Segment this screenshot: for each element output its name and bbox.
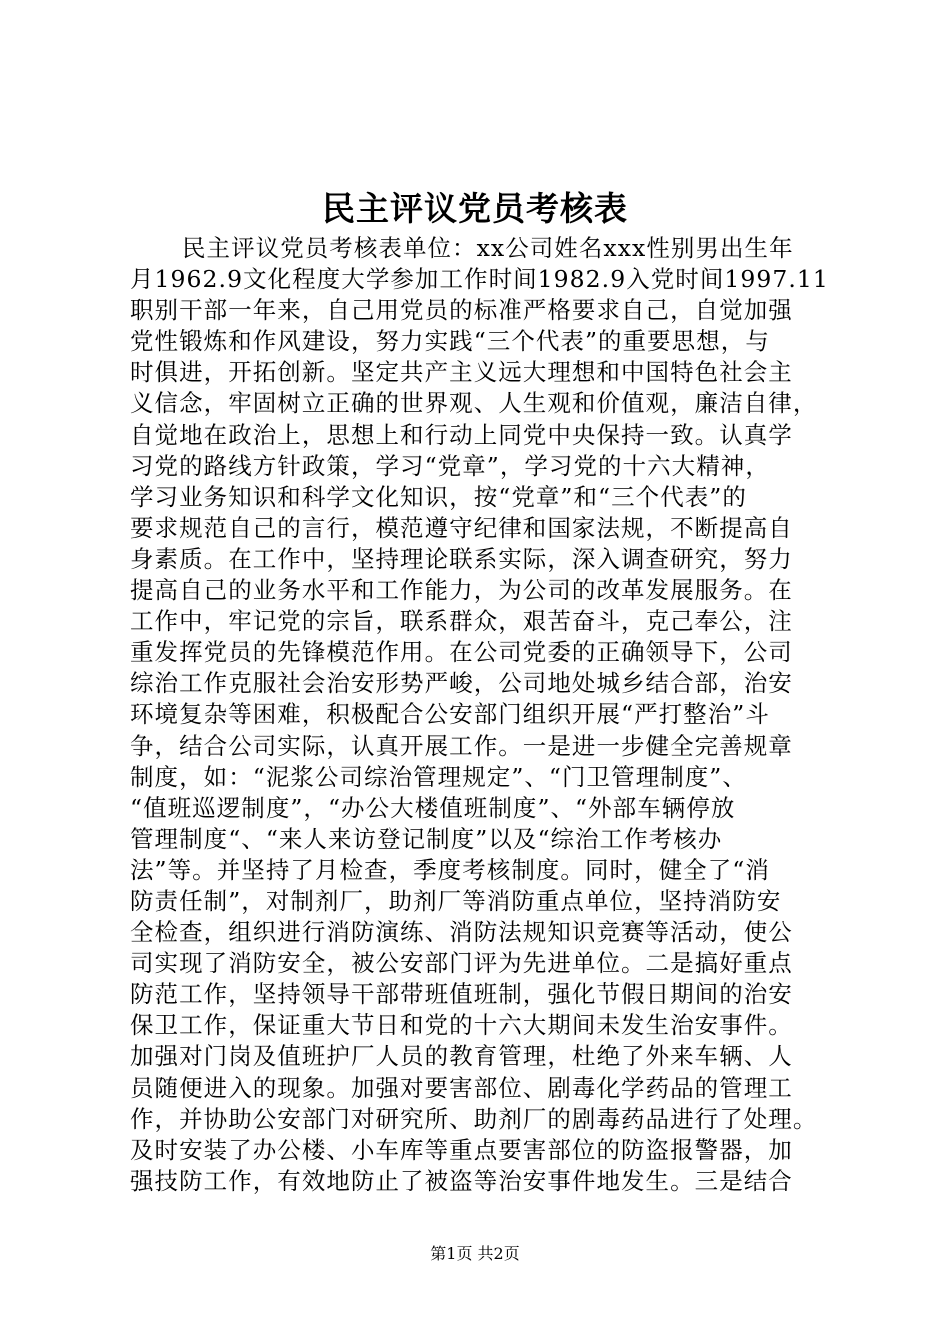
text-line: 时俱进，开拓创新。坚定共产主义远大理想和中国特色社会主: [130, 358, 793, 387]
text-line: 习党的路线方针政策，学习“党章”，学习党的十六大精神，: [130, 451, 770, 480]
text-line: 制度，如：“泥浆公司综治管理规定”、“门卫管理制度”、: [130, 762, 747, 791]
text-line: 自觉地在政治上，思想上和行动上同党中央保持一致。认真学: [130, 420, 793, 449]
text-line: 及时安装了办公楼、小车库等重点要害部位的防盗报警器，加: [130, 1135, 793, 1164]
text-line: 要求规范自己的言行，模范遵守纪律和国家法规，不断提高自: [130, 513, 793, 542]
text-line: 重发挥党员的先锋模范作用。在公司党委的正确领导下，公司: [130, 638, 793, 667]
text-line: 综治工作克服社会治安形势严峻，公司地处城乡结合部，治安: [130, 669, 793, 698]
text-line: 作，并协助公安部门对研究所、助剂厂的剧毒药品进行了处理。: [130, 1104, 818, 1133]
text-line: 员随便进入的现象。加强对要害部位、剧毒化学药品的管理工: [130, 1073, 793, 1102]
text-line: 法”等。并坚持了月检查，季度考核制度。同时，健全了“消: [130, 855, 770, 884]
text-line: 争，结合公司实际，认真开展工作。一是进一步健全完善规章: [130, 731, 793, 760]
text-line: 月1962.9文化程度大学参加工作时间1982.9入党时间1997.11: [130, 265, 829, 294]
document-title: 民主评议党员考核表: [322, 189, 628, 228]
text-line: 义信念，牢固树立正确的世界观、人生观和价值观，廉洁自律，: [130, 389, 818, 418]
page-footer: 第1页 共2页: [430, 1244, 520, 1263]
body-paragraph: [130, 233, 852, 1197]
text-line: 环境复杂等困难，积极配合公安部门组织开展“严打整治”斗: [130, 700, 770, 729]
text-line: 工作中，牢记党的宗旨，联系群众，艰苦奋斗，克己奉公，注: [130, 607, 793, 636]
text-line: 民主评议党员考核表单位：xx公司姓名xxx性别男出生年: [182, 234, 794, 262]
text-line: 防范工作，坚持领导干部带班值班制，强化节假日期间的治安: [130, 980, 793, 1009]
text-line: 司实现了消防安全，被公安部门评为先进单位。二是搞好重点: [130, 949, 793, 978]
text-line: 保卫工作，保证重大节日和党的十六大期间未发生治安事件。: [130, 1011, 793, 1040]
text-line: 全检查，组织进行消防演练、消防法规知识竞赛等活动，使公: [130, 918, 793, 947]
text-line: 管理制度“、“来人来访登记制度”以及“综治工作考核办: [130, 824, 723, 853]
text-line: 防责任制”，对制剂厂，助剂厂等消防重点单位，坚持消防安: [130, 886, 782, 915]
text-line: 加强对门岗及值班护厂人员的教育管理，杜绝了外来车辆、人: [130, 1042, 793, 1071]
text-line: 身素质。在工作中，坚持理论联系实际，深入调查研究，努力: [130, 544, 793, 573]
text-line: 党性锻炼和作风建设，努力实践“三个代表”的重要思想，与: [130, 327, 770, 356]
text-line: 职别干部一年来，自己用党员的标准严格要求自己，自觉加强: [130, 296, 793, 325]
text-line: 提高自己的业务水平和工作能力，为公司的改革发展服务。在: [130, 576, 793, 605]
text-line: 学习业务知识和科学文化知识，按“党章”和“三个代表”的: [130, 482, 747, 511]
text-line: 强技防工作，有效地防止了被盗等治安事件地发生。三是结合: [130, 1166, 793, 1195]
text-line: “值班巡逻制度”，“办公大楼值班制度”、“外部车辆停放: [130, 793, 736, 822]
